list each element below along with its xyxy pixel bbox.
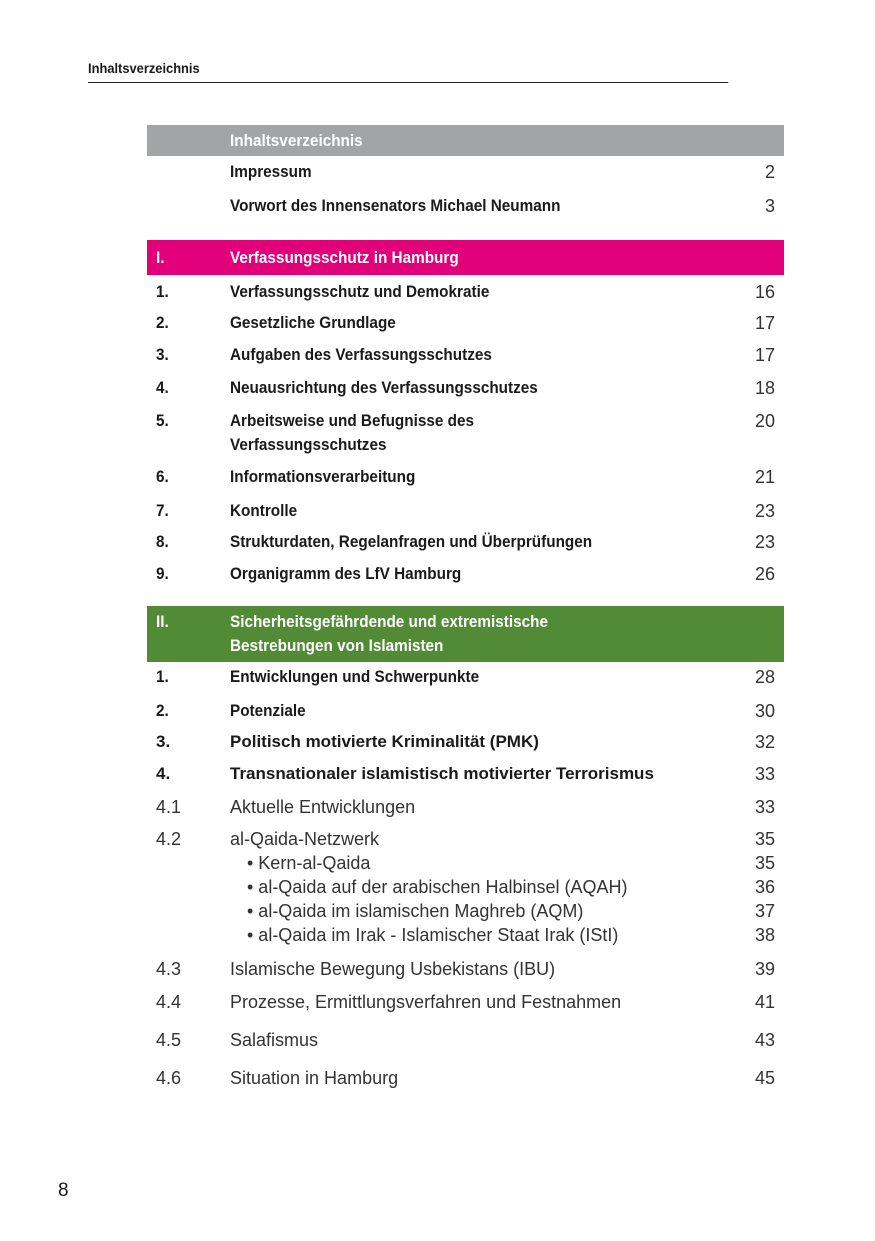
toc-entry-page: 20 — [754, 411, 775, 431]
toc-entry-number: 4.2 — [156, 829, 182, 849]
toc-entry-number: 4.6 — [156, 1068, 182, 1088]
section-title-line: Bestrebungen von Islamisten — [230, 636, 444, 655]
toc-entry-page: 32 — [754, 732, 775, 752]
toc-entry-title: Impressum — [230, 162, 312, 181]
toc-entry-page: 45 — [754, 1068, 775, 1088]
toc-entry-title-line: Verfassungsschutzes — [230, 435, 387, 454]
toc-entry[interactable] — [147, 665, 784, 689]
toc-entry-title: Informationsverarbeitung — [230, 467, 416, 486]
toc-entry-page: 26 — [754, 564, 775, 584]
toc-entry[interactable] — [147, 1028, 784, 1052]
toc-entry[interactable] — [147, 465, 784, 489]
section-1-band[interactable] — [147, 240, 784, 275]
toc-entry-number: 2. — [156, 313, 169, 332]
toc-entry-page: 2 — [764, 162, 775, 182]
toc-entry-page: 16 — [754, 282, 775, 302]
toc-entry-page: 17 — [754, 313, 775, 333]
toc-subentry-page: 37 — [754, 901, 775, 921]
toc-entry[interactable] — [147, 376, 784, 400]
toc-entry-number: 9. — [156, 564, 169, 583]
toc-subentry-title: • al-Qaida auf der arabischen Halbinsel (AQAH) — [247, 877, 628, 897]
toc-entry-vorwort[interactable] — [147, 194, 784, 218]
toc-entry-title: Islamische Bewegung Usbekistans (IBU) — [230, 959, 556, 979]
toc-entry-number: 6. — [156, 467, 169, 486]
toc-entry[interactable] — [147, 1066, 784, 1090]
section-title-line: Sicherheitsgefährdende und extremistische — [230, 612, 549, 631]
toc-entry[interactable] — [147, 499, 784, 523]
section-number: II. — [156, 612, 169, 631]
toc-entry-page: 17 — [754, 345, 775, 365]
toc-entry-number: 5. — [156, 411, 169, 430]
toc-entry-title: Strukturdaten, Regelanfragen und Überprüfungen — [230, 532, 593, 551]
section-number: I. — [156, 248, 165, 267]
toc-entry-number: 1. — [156, 667, 169, 686]
running-head: Inhaltsverzeichnis — [88, 60, 728, 83]
toc-entry-title: al-Qaida-Netzwerk — [230, 829, 380, 849]
toc-entry-number: 4. — [156, 378, 169, 397]
toc-subentry[interactable] — [247, 851, 784, 875]
toc-entry-title: Aktuelle Entwicklungen — [230, 797, 416, 817]
toc-entry-page: 28 — [754, 667, 775, 687]
toc-entry-title: Salafismus — [230, 1030, 319, 1050]
toc-entry-impressum[interactable] — [147, 160, 784, 184]
toc-entry[interactable] — [147, 762, 784, 786]
toc-entry-page: 35 — [754, 829, 775, 849]
toc-entry[interactable] — [147, 730, 784, 754]
toc-entry[interactable] — [147, 699, 784, 723]
section-2-band[interactable] — [147, 606, 784, 662]
toc-entry[interactable] — [147, 343, 784, 367]
toc-entry-page: 41 — [754, 992, 775, 1012]
toc-subentry-title: • al-Qaida im Irak - Islamischer Staat Irak (IStI) — [247, 925, 619, 945]
toc-entry-number: 4.5 — [156, 1030, 182, 1050]
page-number: 8 — [58, 1180, 69, 1201]
toc-entry[interactable] — [147, 562, 784, 586]
toc-entry-page: 39 — [754, 959, 775, 979]
toc-entry-title — [230, 409, 474, 457]
toc-entry-page: 21 — [754, 467, 775, 487]
section-title — [230, 610, 548, 658]
toc-entry-number: 4.1 — [156, 797, 182, 817]
toc-entry-page: 43 — [754, 1030, 775, 1050]
toc-entry-title: Aufgaben des Verfassungsschutzes — [230, 345, 492, 364]
toc-entry-number: 4. — [156, 764, 171, 783]
toc-entry-title: Kontrolle — [230, 501, 298, 520]
toc-entry-title: Transnationaler islamistisch motivierter Terrorismus — [230, 764, 654, 783]
toc-header-band — [147, 125, 784, 156]
toc-subentry[interactable] — [247, 923, 784, 947]
toc-entry-number: 4.4 — [156, 992, 182, 1012]
toc-entry[interactable] — [147, 990, 784, 1014]
toc-entry-page: 33 — [754, 797, 775, 817]
toc-subentry-title: • Kern-al-Qaida — [247, 853, 371, 873]
toc-entry-title: Prozesse, Ermittlungsverfahren und Festnahmen — [230, 992, 622, 1012]
toc-entry-number: 8. — [156, 532, 169, 551]
toc-entry-page: 23 — [754, 501, 775, 521]
toc-entry-number: 4.3 — [156, 959, 182, 979]
toc-entry-number: 7. — [156, 501, 169, 520]
toc-entry[interactable] — [147, 311, 784, 335]
toc-header-title: Inhaltsverzeichnis — [230, 131, 363, 150]
toc-entry-page: 33 — [754, 764, 775, 784]
toc-entry-title: Organigramm des LfV Hamburg — [230, 564, 462, 583]
toc-entry-number: 1. — [156, 282, 169, 301]
toc-subentry-page: 35 — [754, 853, 775, 873]
toc-entry-title: Potenziale — [230, 701, 306, 720]
toc-entry-title: Entwicklungen und Schwerpunkte — [230, 667, 480, 686]
toc-entry-title: Gesetzliche Grundlage — [230, 313, 396, 332]
toc-entry-page: 18 — [754, 378, 775, 398]
toc-entry[interactable] — [147, 827, 784, 851]
toc-entry-title-line: Arbeitsweise und Befugnisse des — [230, 411, 475, 430]
toc-entry[interactable] — [147, 957, 784, 981]
toc-entry-page: 23 — [754, 532, 775, 552]
toc-entry-title: Politisch motivierte Kriminalität (PMK) — [230, 732, 539, 751]
toc-entry[interactable] — [147, 280, 784, 304]
toc-entry[interactable] — [147, 530, 784, 554]
toc-entry-title: Situation in Hamburg — [230, 1068, 399, 1088]
toc-entry-title: Vorwort des Innensenators Michael Neumann — [230, 196, 561, 215]
toc-subentry-page: 36 — [754, 877, 775, 897]
toc-entry[interactable] — [147, 409, 784, 457]
toc-subentry[interactable] — [247, 899, 784, 923]
toc-entry-number: 3. — [156, 732, 171, 751]
toc-subentry-page: 38 — [754, 925, 775, 945]
section-title: Verfassungsschutz in Hamburg — [230, 248, 459, 267]
toc-entry[interactable] — [147, 795, 784, 819]
toc-entry-page: 30 — [754, 701, 775, 721]
toc-entry-number: 2. — [156, 701, 169, 720]
toc-subentry[interactable] — [247, 875, 784, 899]
toc-entry-number: 3. — [156, 345, 169, 364]
toc-entry-title: Neuausrichtung des Verfassungsschutzes — [230, 378, 538, 397]
toc-subentry-title: • al-Qaida im islamischen Maghreb (AQM) — [247, 901, 584, 921]
toc-entry-page: 3 — [764, 196, 775, 216]
toc-entry-title: Verfassungsschutz und Demokratie — [230, 282, 490, 301]
